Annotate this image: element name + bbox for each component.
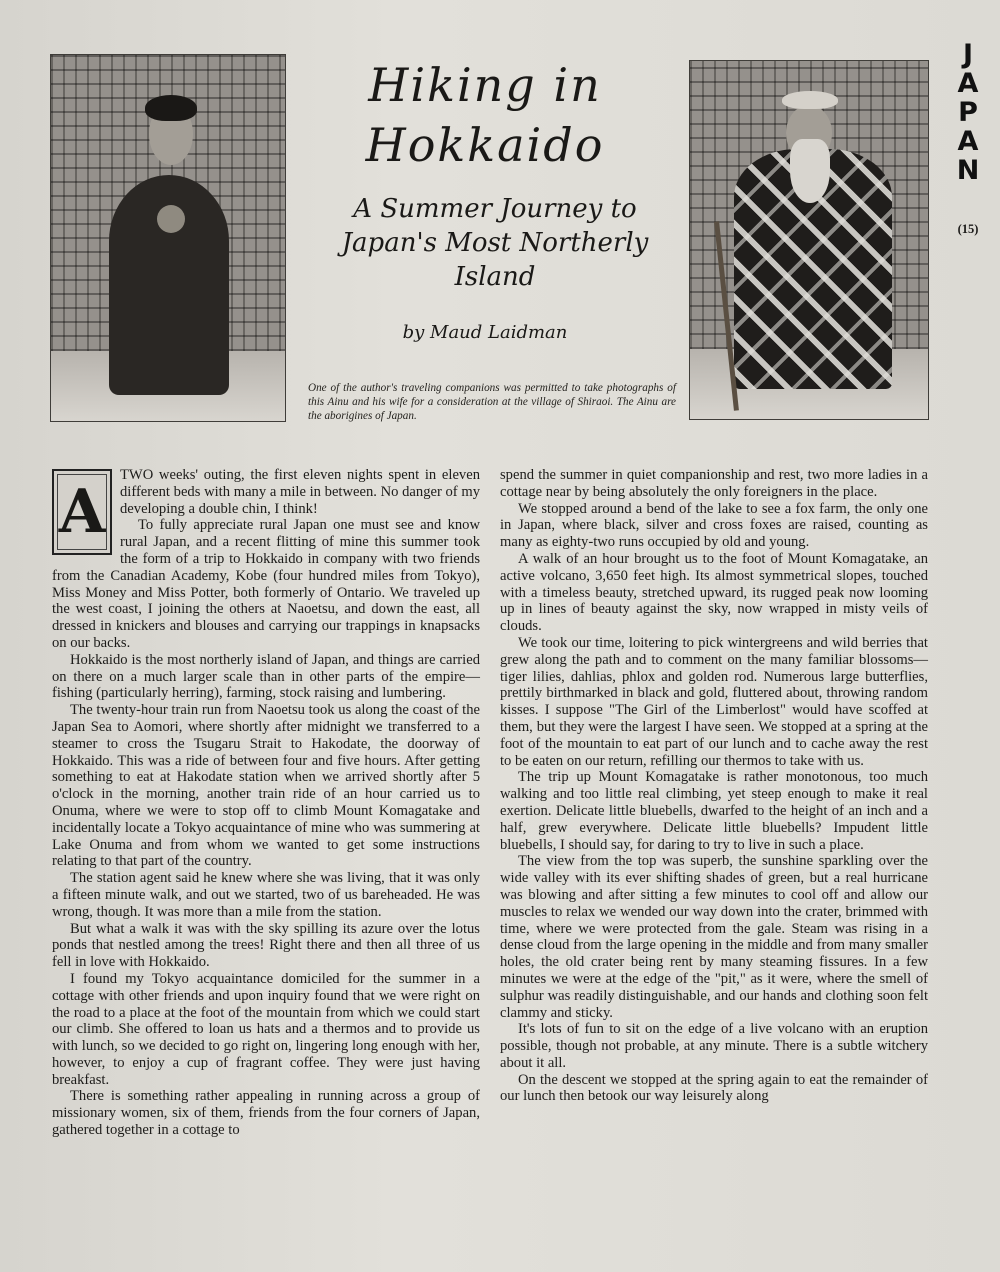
paragraph: Hokkaido is the most northerly island of Japan, and things are carried on there on a much larger scale than in other parts of the empire—fishing (particularly herring), farming, stock raising and lumbering. [52,651,480,702]
paragraph: There is something rather appealing in running across a group of missionary women, six of them, friends from the four corners of Japan, gathered together in a cottage to [52,1088,480,1139]
paragraph: But what a walk it was with the sky spilling its azure over the lotus ponds that nestled among the trees! Right there and then all three of us fell in love with Hokkaido. [52,920,480,971]
article-subtitle: A Summer Journey to Japan's Most Northerly Island [341,194,649,292]
masthead-letter: P [958,97,978,128]
paragraph: TWO weeks' outing, the first eleven nights spent in eleven different beds with many a mile in between. No danger of my developing a double chin, I think! [120,467,480,517]
article-left-column [52,467,480,1139]
masthead-letter: J [962,39,974,70]
paragraph: spend the summer in quiet companionship and rest, two more ladies in a cottage near by being absolutely the only foreigners in the place. [500,467,928,500]
paragraph: We took our time, loitering to pick wintergreens and wild berries that grew along the path and to comment on the many familiar blossoms—tiger lilies, dahlias, phlox and golden rod. Numerous large butterflies, prettily birthmarked in black and gold, fluttered about, throwing random kisses. I suppose "The Girl of the Limberlost" would have scoffed at them, but they were the largest I have seen. We stopped at a spring at the foot of the mountain to eat part of our lunch and to cache away the rest to be eaten on our return, refilling our thermos to take with us. [500,634,928,769]
paragraph: The station agent said he knew where she was living, that it was only a fifteen minute walk, and out we started, two of us bareheaded. He was wrong, though. It was more than a mile from the station. [52,870,480,920]
photo-ainu-man [689,60,929,420]
article-title-line1: Hiking in [368,58,602,112]
section-masthead [950,40,986,185]
man-beard [790,139,830,203]
ornamental-dropcap: A [52,469,112,555]
photo-caption [308,381,676,423]
paragraph: The twenty-hour train run from Naoetsu took us along the coast of the Japan Sea to Aomori, where shortly after midnight we transferred to a steamer to cross the Tsugaru Strait to Hakodate, the doorway of Hokkaido. This was a ride of between four and five hours. After getting something to eat at Hakodate station when we arrived shortly after 5 o'clock in the morning, another train ride of an hour carried us to Onuma, where we were to stop off to climb Mount Komagatake and incidentally locate a Tokyo acquaintance of mine who was summering at Lake Onuma and from whom we wanted to get some instructions relating to that part of the country. [52,702,480,870]
paragraph: We stopped around a bend of the lake to see a fox farm, the only one in Japan, where black, silver and cross foxes are raised, counting as many as eighty-two runs occupied by old and young. [500,500,928,551]
paragraph: A walk of an hour brought us to the foot of Mount Komagatake, an active volcano, 3,650 feet high. Its almost symmetrical slopes, touched with a timeless beauty, stretched upward, its rugged peak now looming up in lines of beauty against the sky, now wrapped in misty veils of clouds. [500,550,928,635]
paragraph: The view from the top was superb, the sunshine sparkling over the wide valley with its ever shifting shades of green, but a real hurricane was blowing and after sitting a few minutes to cool off and allow our muscles to relax we wended our way down into the crater, brimmed with time, where we were protected from the gale. Steam was rising in a dense cloud from the large opening in the middle and from many smaller holes, the old crater being rent by many steaming fissures. In a few minutes we were at the edge of the "pit," as it were, where the smell of sulphur was readily distinguishable, and our hands and clothing soon felt clammy and sticky. [500,853,928,1021]
necklace-medallion [157,205,185,233]
paragraph: To fully appreciate rural Japan one must see and know rural Japan, and a recent flitting of mine this summer took the form of a trip to Hokkaido in company with two friends from the Canadian Academy, Kobe (four hundred miles from Tokyo), Miss Money and Miss Potter, both formerly of Ontario. We traveled up the west coast, I joining the others at Naoetsu, and down the east, all dressed in knickers and blouses and carrying our trappings in knapsacks on our backs. [52,517,480,651]
article-byline: by Maud Laidman [402,322,568,343]
woman-headwrap [145,95,197,121]
man-headdress [782,91,838,109]
masthead-letter: N [956,155,980,186]
paragraph: On the descent we stopped at the spring again to eat the remainder of our lunch then betook our way leisurely along [500,1071,928,1105]
paragraph: It's lots of fun to sit on the edge of a live volcano with an eruption possible, though not probable, at any minute. There is a subtle witchery about it all. [500,1021,928,1071]
page-number: (15) [957,222,979,236]
paragraph: The trip up Mount Komagatake is rather monotonous, too much walking and too little real climbing, yet steep enough to make it real exertion. Delicate little bluebells, dwarfed to the height of an inch and a half, grew everywhere. Delicate little bluebells? Impudent little bluebells, I should say, for daring to try to live in such a place. [500,769,928,853]
masthead-letter: A [957,126,979,157]
photo-ainu-woman [50,54,286,422]
photo-caption-text: One of the author's traveling companions was permitted to take photographs of this Ainu and his wife for a consideration at the village of Shiraoi. The Ainu are the aborigines of Japan. [308,382,676,422]
article-right-column [500,467,928,1105]
article-title-line2: Hokkaido [365,118,605,172]
masthead-letter: A [957,68,979,99]
paragraph: I found my Tokyo acquaintance domiciled for the summer in a cottage with other friends and upon inquiry found that we were right on the road to a place at the foot of the mountain from which we could start our climb. She offered to loan us hats and a thermos and to provide us with lunch, so we decided to go right on, lingering long enough with her, however, to enjoy a cup of fragrant coffee. They were just having breakfast. [52,970,480,1088]
